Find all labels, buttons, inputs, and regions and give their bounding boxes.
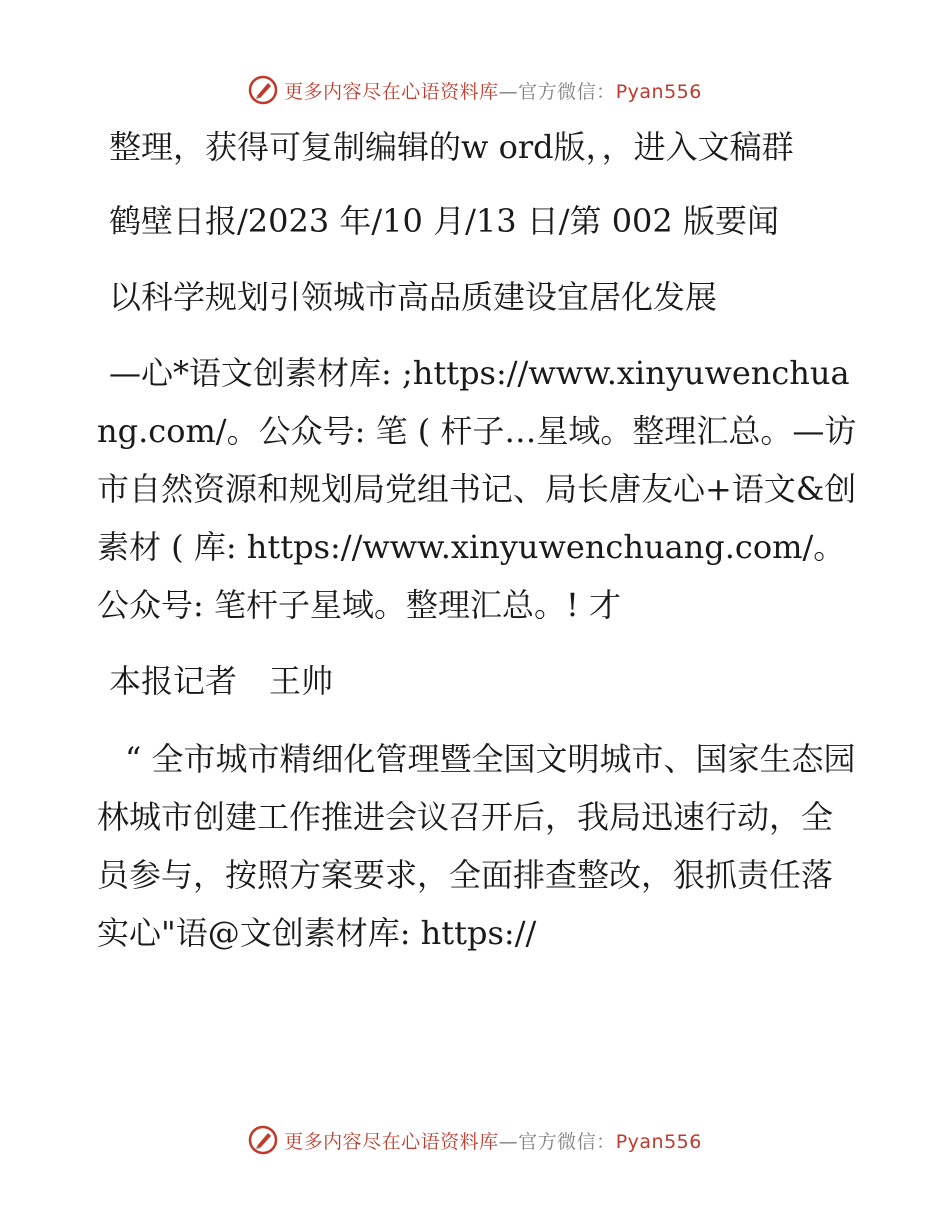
- watermark-text: [284, 1127, 702, 1154]
- watermark-label: 官方微信：: [518, 80, 616, 103]
- watermark-handle: Pyan556: [615, 1130, 702, 1153]
- pen-logo-icon: [248, 75, 278, 105]
- watermark-text: [284, 77, 702, 104]
- watermark-handle: Pyan556: [615, 80, 702, 103]
- watermark-dash: —: [498, 80, 519, 103]
- watermark-prefix: 更多内容尽在心语资料库: [284, 80, 499, 103]
- document-body: [97, 118, 857, 962]
- watermark-header: [0, 70, 950, 110]
- paragraph-subheadline: —心*语文创素材库: ;https://www.xinyuwenchuang.com/。公众号: 笔 ( 杆子…星域。整理汇总。—访市自然资源和规划局党组书记、局长唐友心+语文&创素材 ( 库: https://www.xinyuwenchuang.com/。公众号: 笔杆子星域。整理汇总。! 才: [97, 354, 857, 624]
- paragraph-byline: 本报记者 王帅: [109, 662, 334, 700]
- paragraph-body: “ 全市城市精细化管理暨全国文明城市、国家生态园林城市创建工作推进会议召开后，我局迅速行动，全员参与，按照方案要求，全面排查整改，狠抓责任落实心"语@文创素材库: https://: [97, 740, 856, 952]
- watermark-label: 官方微信：: [518, 1130, 616, 1153]
- watermark-prefix: 更多内容尽在心语资料库: [284, 1130, 499, 1153]
- watermark-dash: —: [498, 1130, 519, 1153]
- pen-logo-icon: [248, 1125, 278, 1155]
- watermark-footer: [0, 1120, 950, 1160]
- paragraph-source: 鹤壁日报/2023 年/10 月/13 日/第 002 版要闻: [109, 202, 779, 240]
- paragraph-intro: 整理，获得可复制编辑的w ord版，，进入文稿群: [109, 128, 794, 166]
- paragraph-headline: 以科学规划引领城市高品质建设宜居化发展: [109, 278, 718, 316]
